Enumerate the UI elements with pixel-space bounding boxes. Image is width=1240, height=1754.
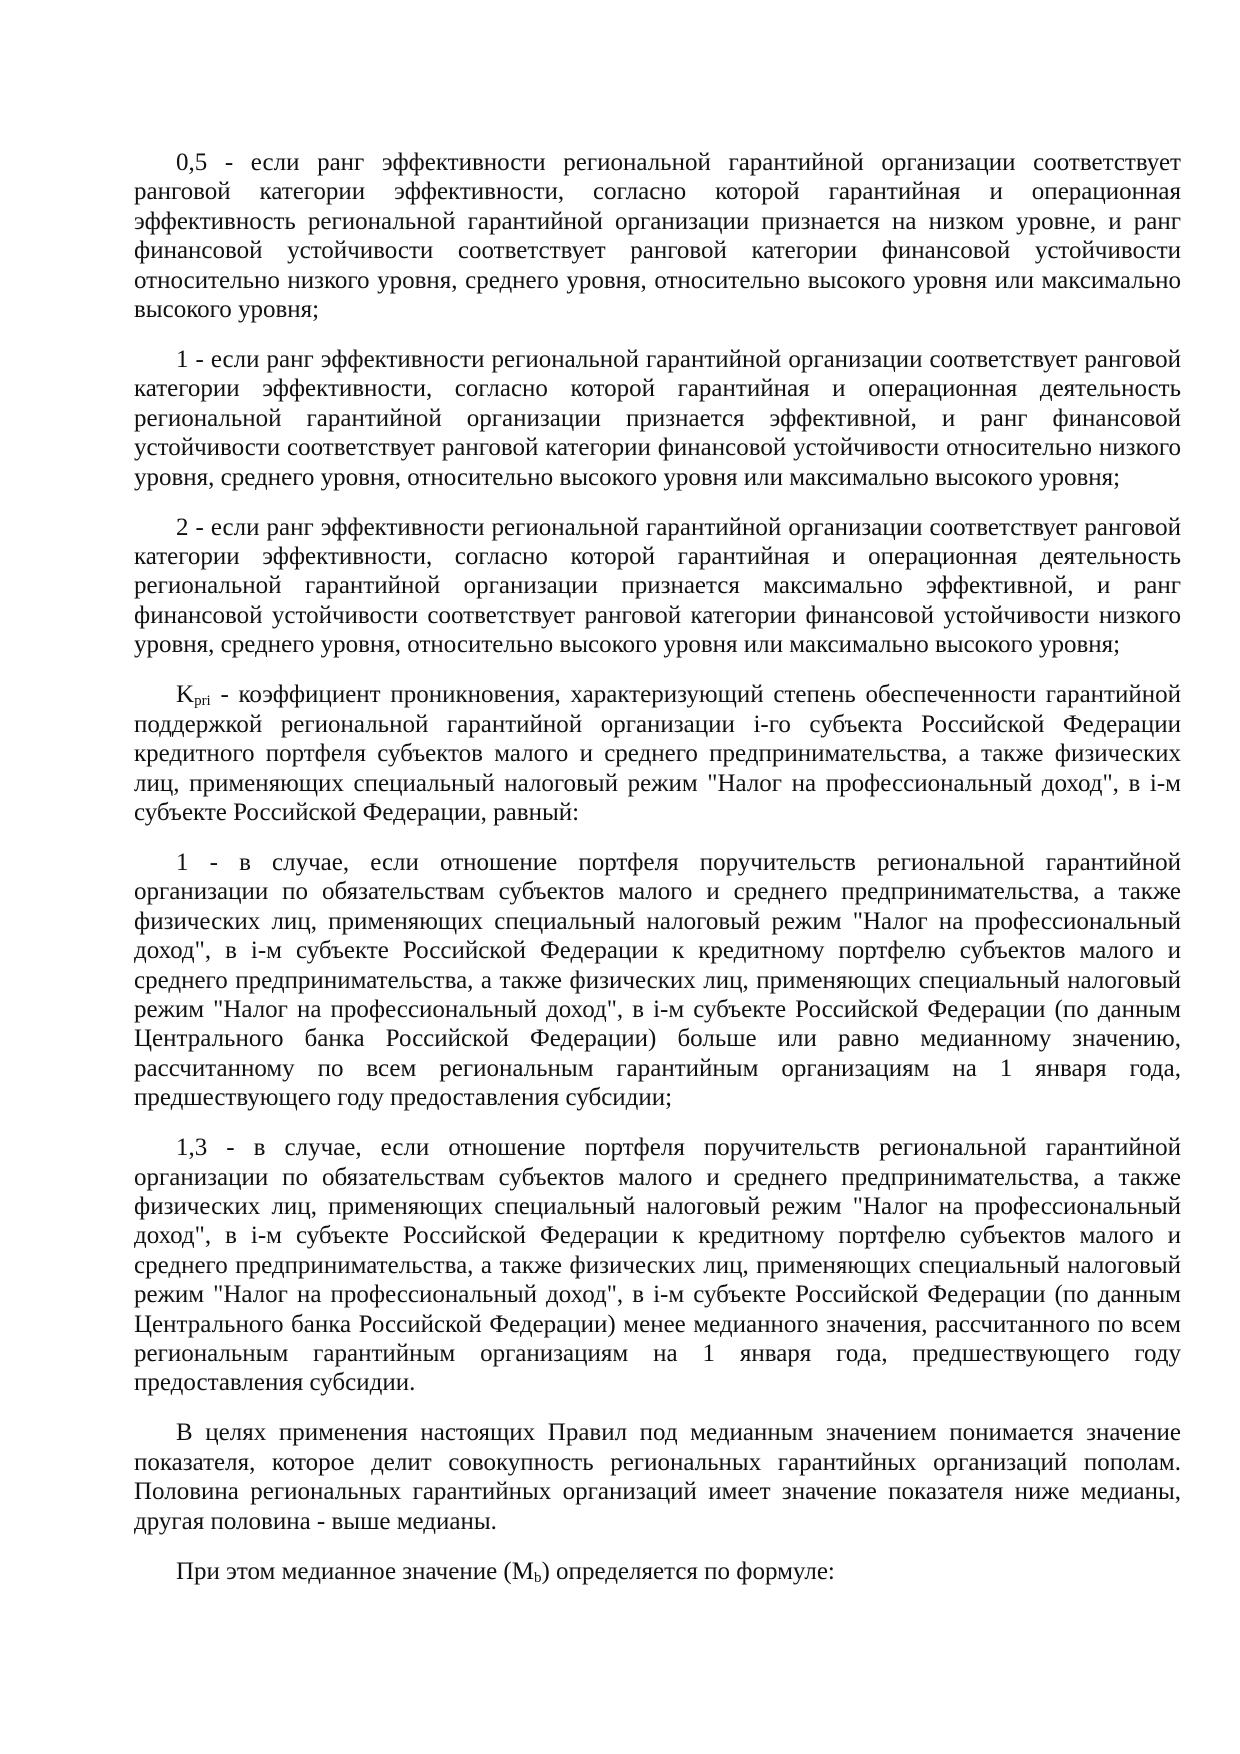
median-text-before: При этом медианное значение (M [176,1557,534,1585]
paragraph-kpri-1: 1 - в случае, если отношение портфеля поручительств региональной гарантийной организации по обязательствам субъектов малого и среднего предпринимательства, а также физических лиц, применяющих специальный налоговый режим "Налог на профессиональный доход", в i-м субъекте Российской Федерации к кредитному портфелю субъектов малого и среднего предпринимательства, а также физических лиц, применяющих специальный налоговый режим "Налог на профессиональный доход", в i-м субъекте Российской Федерации (по данным Центрального банка Российской Федерации) больше или равно медианному значению, рассчитанному по всем региональным гарантийным организациям на 1 января года, предшествующего году предоставления субсидии; [134,848,1181,1112]
document-page [134,148,1181,1607]
kpri-subscript: pri [194,693,211,710]
kpri-text: - коэффициент проникновения, характеризующий степень обеспеченности гарантийной поддержкой региональной гарантийной организации i-го субъекта Российской Федерации кредитного портфеля субъектов малого и среднего предпринимательства, а также физических лиц, применяющих специальный налоговый режим "Налог на профессиональный доход", в i-м субъекте Российской Федерации, равный: [134,681,1181,826]
paragraph-kpri-definition [134,680,1181,827]
paragraph-median-formula-intro [134,1557,1181,1586]
paragraph-median-definition: В целях применения настоящих Правил под медианным значением понимается значение показателя, которое делит совокупность региональных гарантийных организаций пополам. Половина региональных гарантийных организаций имеет значение показателя ниже медианы, другая половина - выше медианы. [134,1419,1181,1535]
median-subscript: b [533,1569,542,1586]
paragraph-coef-0-5: 0,5 - если ранг эффективности региональной гарантийной организации соответствует ранговой категории эффективности, согласно которой гарантийная и операционная эффективность региональной гарантийной организации признается на низком уровне, и ранг финансовой устойчивости соответствует ранговой категории финансовой устойчивости относительно низкого уровня, среднего уровня, относительно высокого уровня или максимально высокого уровня; [134,149,1181,324]
paragraph-kpri-1-3: 1,3 - в случае, если отношение портфеля поручительств региональной гарантийной организации по обязательствам субъектов малого и среднего предпринимательства, а также физических лиц, применяющих специальный налоговый режим "Налог на профессиональный доход", в i-м субъекте Российской Федерации к кредитному портфелю субъектов малого и среднего предпринимательства, а также физических лиц, применяющих специальный налоговый режим "Налог на профессиональный доход", в i-м субъекте Российской Федерации (по данным Центрального банка Российской Федерации) менее медианного значения, рассчитанного по всем региональным гарантийным организациям на 1 января года, предшествующего году предоставления субсидии. [134,1134,1181,1397]
paragraph-coef-1: 1 - если ранг эффективности региональной гарантийной организации соответствует ранговой категории эффективности, согласно которой гарантийная и операционная деятельность региональной гарантийной организации признается эффективной, и ранг финансовой устойчивости соответствует ранговой категории финансовой устойчивости относительно низкого уровня, среднего уровня, относительно высокого уровня или максимально высокого уровня; [134,346,1181,491]
paragraph-coef-2: 2 - если ранг эффективности региональной гарантийной организации соответствует ранговой категории эффективности, согласно которой гарантийная и операционная деятельность региональной гарантийной организации признается максимально эффективной, и ранг финансовой устойчивости соответствует ранговой категории финансовой устойчивости низкого уровня, среднего уровня, относительно высокого уровня или максимально высокого уровня; [134,513,1181,659]
kpri-symbol: K [176,681,195,709]
median-text-after: ) определяется по формуле: [541,1557,835,1585]
